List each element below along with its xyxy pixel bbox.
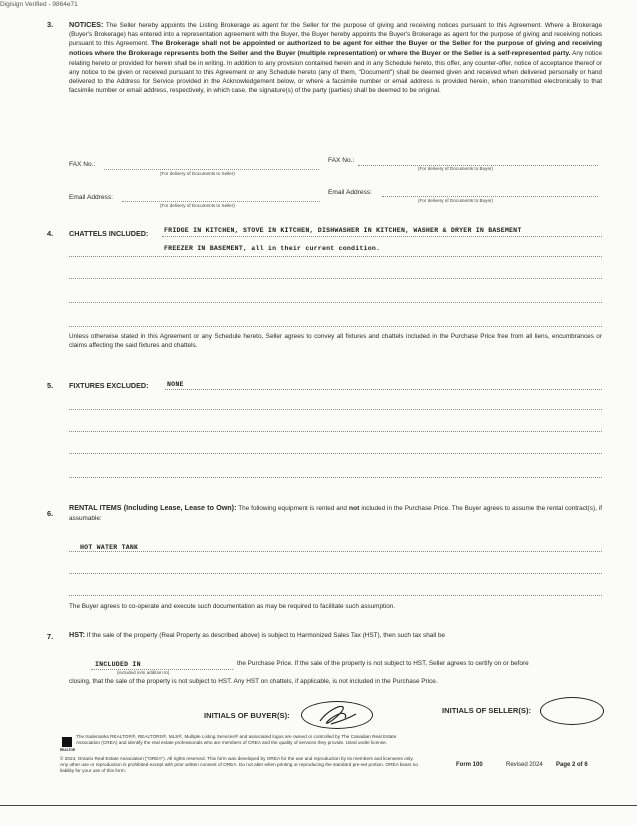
rental-note: The Buyer agrees to co-operate and execute such documentation as may be required to facilitate such assumption. bbox=[69, 603, 396, 610]
hst-text-line-1: HST: If the sale of the property (Real Property as described above) is subject to Harmonized Sales Tax (HST), then such tax shall be bbox=[69, 630, 446, 639]
email-seller-note: (For delivery of Documents to Seller) bbox=[160, 203, 235, 208]
buyer-initials-signature bbox=[302, 702, 372, 728]
section-chattels bbox=[47, 226, 602, 366]
form-revised: Revised 2024 bbox=[506, 762, 543, 768]
section-title: NOTICES: bbox=[69, 20, 104, 29]
section-fixtures-excluded bbox=[47, 381, 602, 491]
rental-items-value[interactable]: HOT WATER TANK bbox=[80, 544, 139, 551]
seller-initials-box[interactable] bbox=[540, 697, 604, 725]
email-buyer-label: Email Address: bbox=[328, 189, 372, 196]
section-notices bbox=[47, 20, 602, 162]
section-title: RENTAL ITEMS (Including Lease, Lease to Own): bbox=[69, 503, 237, 512]
chattels-note: Unless otherwise stated in this Agreement or any Schedule hereto, Seller agrees to convey all fixtures and chattels included in the Purchase Price free from all liens, encumbrances or claims affecting the said fixtures and chattels. bbox=[69, 333, 602, 350]
page-number: Page 2 of 6 bbox=[556, 762, 588, 768]
notices-text-part2: Any notice relating hereto or provided for herein shall be in writing. In addition to any provision contained herein and in any Schedule hereto, this offer, any counter-offer, notice of acceptance thereof or any notice to be given or received pursuant to this Agreement or any Schedule hereto (any of them, "Document") shall be deemed given and received when delivered personally or hand delivered to the Address for Service provided in the Acknowledgement below, or where a facsimile number or email address is provided herein, when transmitted electronically to that facsimile number or email address, respectively, in which case, the signature(s) of the party (parties) shall be deemed to be original. bbox=[69, 49, 602, 94]
realtor-logo-icon bbox=[62, 737, 72, 747]
page-bottom-rule bbox=[0, 805, 637, 806]
hst-text-line-3: closing, that the sale of the property is not subject to HST. Any HST on chattels, if applicable, is not included in the Purchase Price. bbox=[69, 678, 438, 685]
email-buyer-input[interactable] bbox=[382, 196, 598, 197]
form-number: Form 100 bbox=[456, 762, 483, 768]
realtor-logo-text: REALTOR bbox=[60, 748, 76, 752]
chattels-line-2[interactable]: FREEZER IN BASEMENT, all in their current condition. bbox=[164, 245, 381, 252]
hst-text-line-2: the Purchase Price. If the sale of the property is not subject to HST, Seller agrees to certify on or before bbox=[237, 660, 529, 667]
fax-seller-label: FAX No.: bbox=[69, 161, 96, 168]
rental-text-b: included in the Purchase Price. The Buyer agrees to assume the rental contract(s), if assumable: bbox=[69, 505, 603, 522]
fax-buyer-note: (For delivery of Documents to Buyer) bbox=[418, 166, 494, 171]
section-title: CHATTELS INCLUDED: bbox=[69, 229, 149, 238]
section-rental-items bbox=[47, 503, 602, 613]
section-number: 5. bbox=[47, 381, 54, 390]
rental-text-a: The following equipment is rented and bbox=[236, 505, 349, 512]
section-title: FIXTURES EXCLUDED: bbox=[69, 381, 149, 390]
fax-buyer-label: FAX No.: bbox=[328, 157, 355, 164]
seller-initials-label: INITIALS OF SELLER(S): bbox=[442, 706, 532, 715]
section-hst bbox=[47, 630, 602, 690]
footer-copyright: © 2024, Ontario Real Estate Association ("OREA"). All rights reserved. This form was developed by OREA for the use and reproduction by its members and licensees only. Any other use or reproduction is prohibited except with prior written consent of OREA. Do not alter when printing or reproducing the standard pre-set portion. OREA bears no liability for your use of this form. bbox=[60, 756, 419, 774]
digisign-header: Digisign Verified - 9864e71 bbox=[0, 1, 78, 8]
notices-text-part1: The Seller hereby appoints the Listing Brokerage as agent for the Seller for the purpose of giving and receiving notices pursuant to this Agreement. Where a Brokerage (Buyer's Brokerage) has entered into a representation agreement with the Buyer, the Buyer hereby appoints the Buyer's Brokerage as agent for the purpose of giving and receiving notices pursuant to this Agreement. bbox=[69, 22, 602, 48]
rental-items-text bbox=[69, 503, 602, 523]
rental-text-not: not bbox=[348, 505, 360, 512]
notices-text bbox=[69, 20, 602, 95]
email-seller-label: Email Address: bbox=[69, 194, 113, 201]
email-seller-input[interactable] bbox=[122, 201, 320, 202]
fax-seller-note: (For delivery of Documents to Seller) bbox=[160, 171, 235, 176]
fax-seller-input[interactable] bbox=[104, 169, 319, 170]
hst-value-note: (included in/in addition to) bbox=[117, 670, 170, 675]
buyer-initials-label: INITIALS OF BUYER(S): bbox=[204, 711, 290, 720]
chattels-line-1[interactable]: FRIDGE IN KITCHEN, STOVE IN KITCHEN, DISHWASHER IN KITCHEN, WASHER & DRYER IN BASEMENT bbox=[164, 227, 522, 234]
fixtures-excluded-value[interactable]: NONE bbox=[167, 381, 184, 388]
section-number: 6. bbox=[47, 509, 54, 518]
email-buyer-note: (For delivery of Documents to Buyer) bbox=[418, 198, 494, 203]
section-number: 3. bbox=[47, 20, 54, 29]
notices-bold-clause: The Brokerage shall not be appointed or authorized to be agent for either the Buyer or the Seller for the purpose of giving and receiving notices where the Brokerage represents both the Seller and the Buyer (multiple representation) or where the Buyer or the Seller is a self-represented party. bbox=[69, 40, 602, 57]
buyer-initials-box[interactable] bbox=[301, 701, 373, 729]
section-number: 7. bbox=[47, 632, 54, 641]
section-title: HST: bbox=[69, 630, 85, 639]
hst-value[interactable]: INCLUDED IN bbox=[95, 661, 141, 668]
section-number: 4. bbox=[47, 229, 54, 238]
footer-trademark: The trademarks REALTOR®, REALTORS®, MLS®, Multiple Listing Services® and associated logos are owned or controlled by The Canadian Real Estate Association (CREA) and identify the real estate professionals who are members of CREA and the quality of services they provide. Used under license. bbox=[76, 734, 397, 746]
